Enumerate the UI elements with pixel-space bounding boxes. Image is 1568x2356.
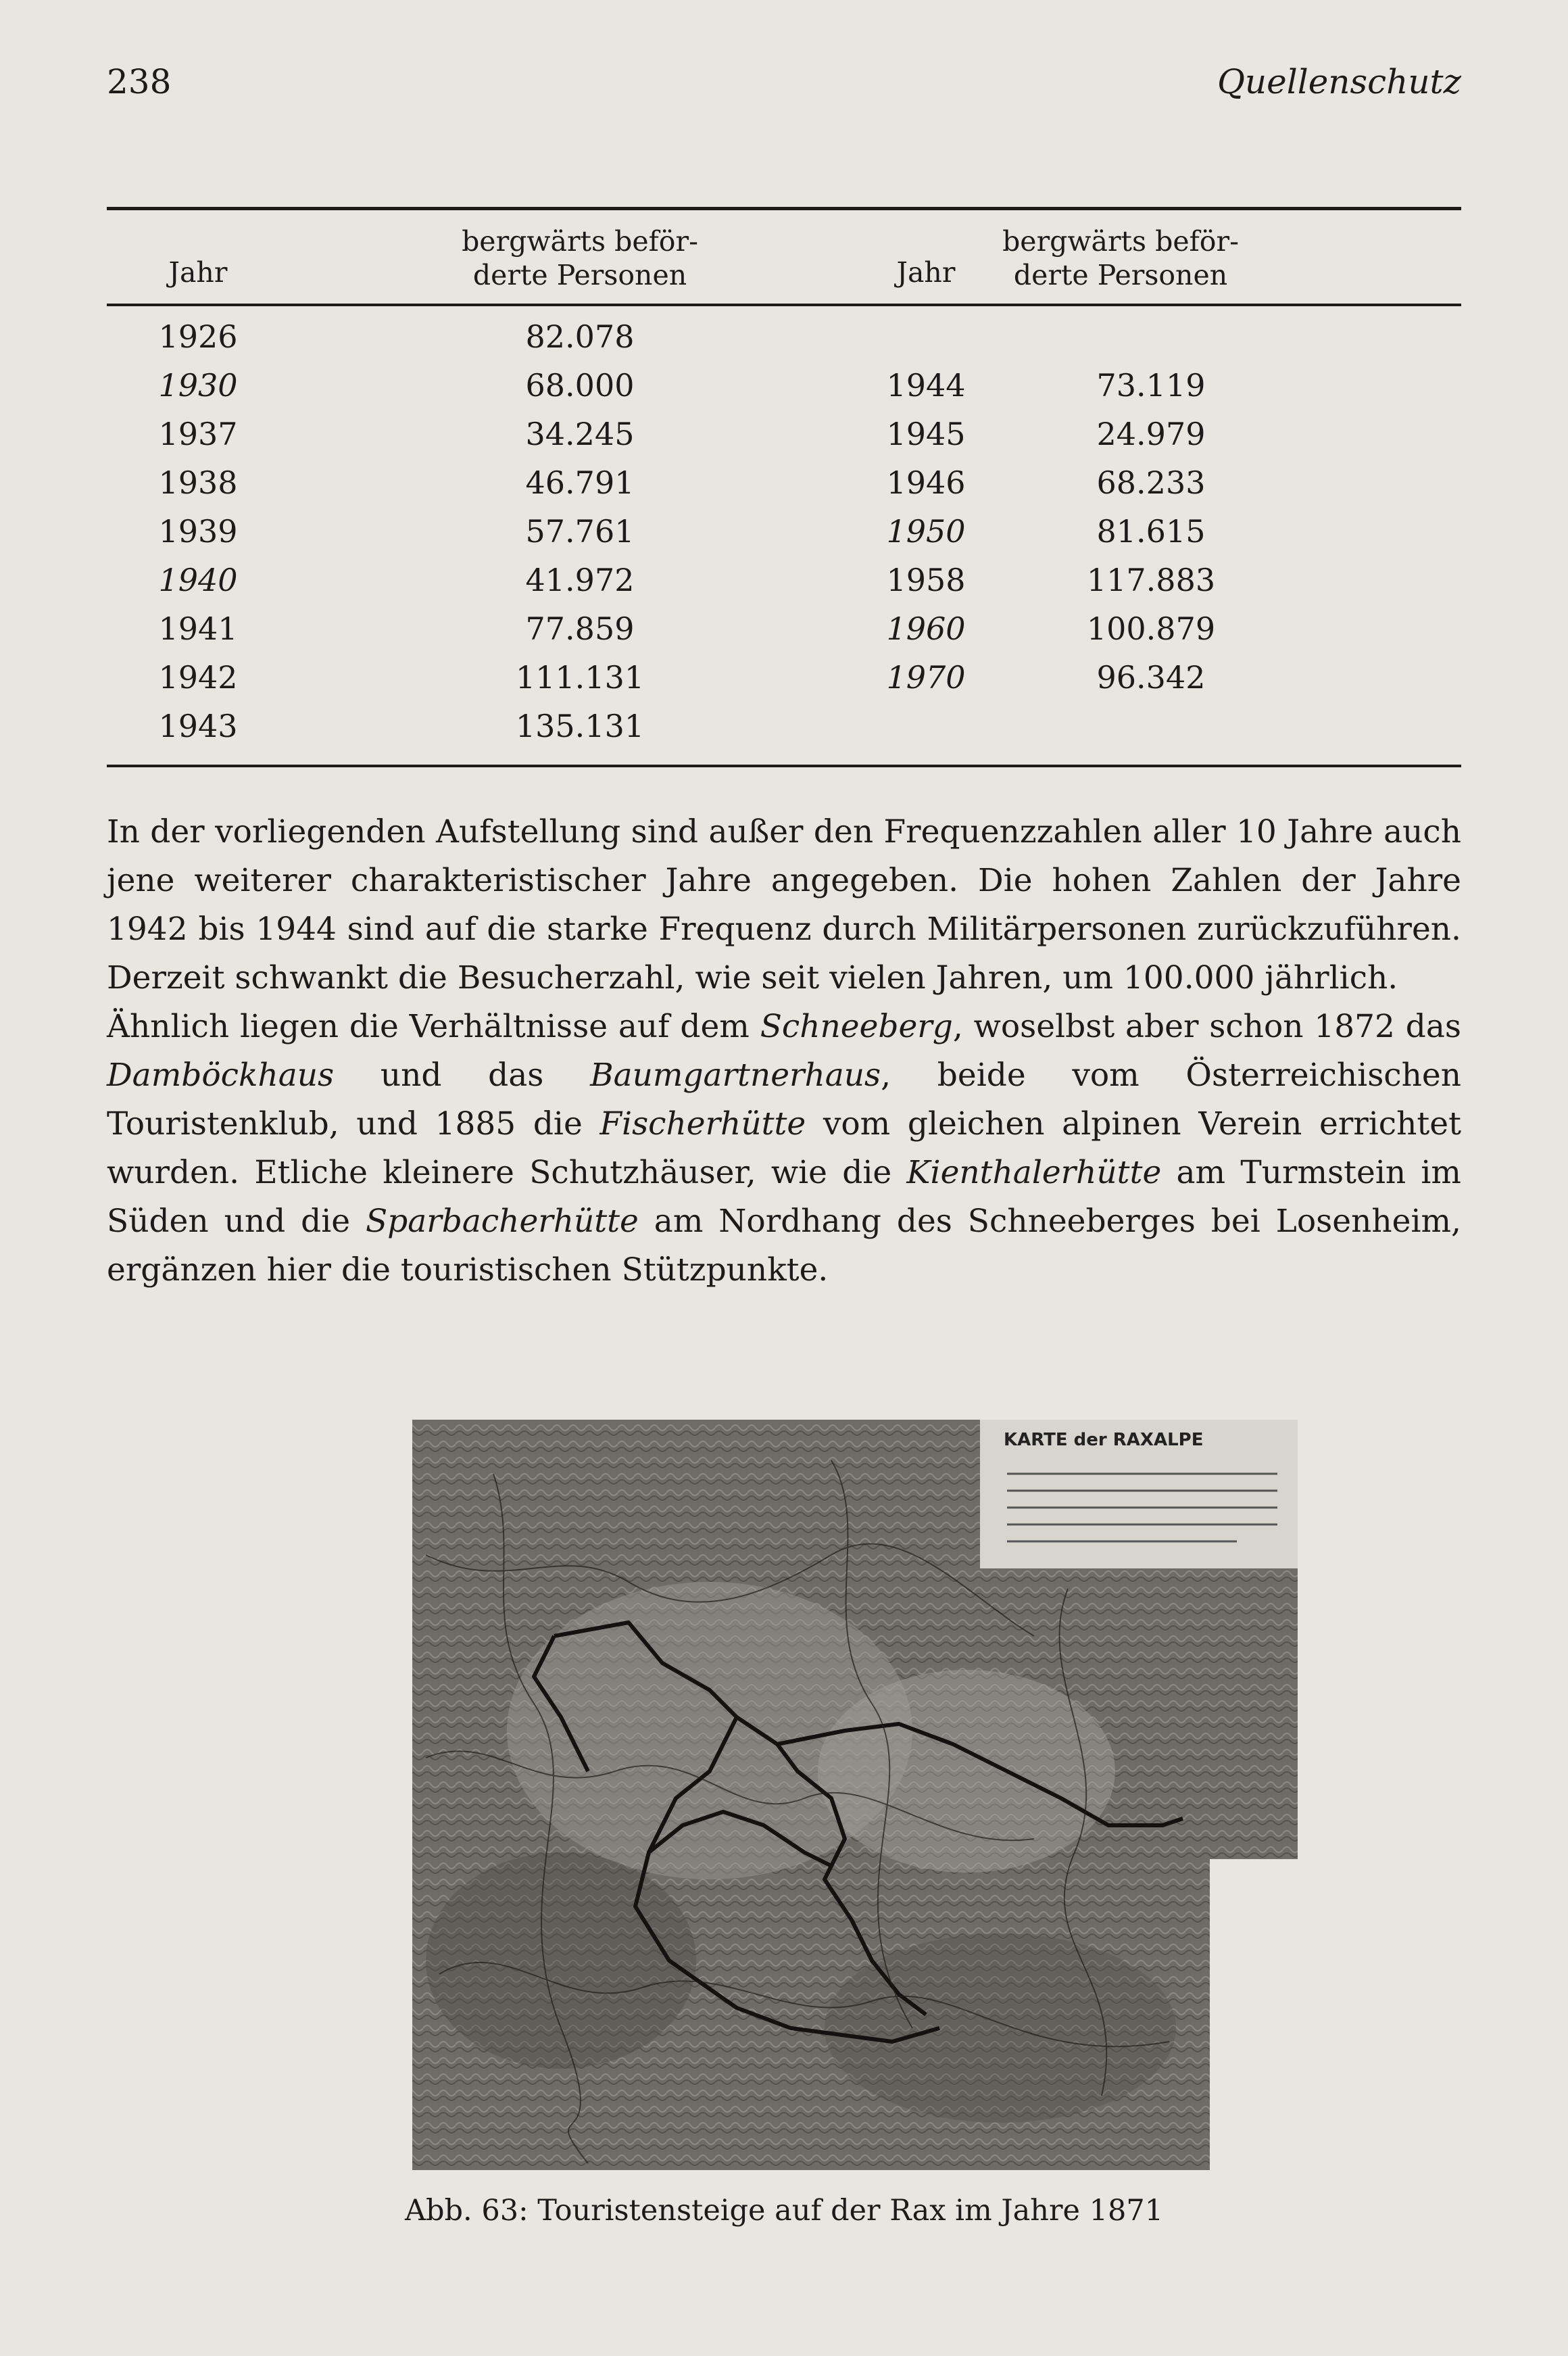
map-image <box>358 1420 1298 2170</box>
col-header-persons-right-line2: derte Personen <box>1013 259 1228 291</box>
running-title: Quellenschutz <box>1217 62 1461 101</box>
table-cell-persons: 111.131 <box>515 659 645 696</box>
table-row <box>107 610 1461 659</box>
col-header-year-left: Jahr <box>168 256 228 289</box>
col-header-persons-left-line2: derte Personen <box>472 259 687 291</box>
table-row <box>107 416 1461 464</box>
table-cell-persons: 81.615 <box>1096 513 1206 550</box>
table-cell-persons: 68.233 <box>1096 464 1206 501</box>
table-cell-year: 1940 <box>158 562 238 598</box>
table-row <box>107 562 1461 610</box>
table-header-rule <box>107 304 1461 306</box>
table-cell-persons: 96.342 <box>1096 659 1206 696</box>
table-cell-persons: 73.119 <box>1096 367 1206 404</box>
col-header-persons-right <box>979 224 1263 292</box>
table-cell-year: 1943 <box>158 708 238 744</box>
table-cell-year: 1970 <box>886 659 966 696</box>
col-header-year-right: Jahr <box>896 256 956 289</box>
table-top-rule <box>107 207 1461 210</box>
col-header-persons-left <box>438 224 722 292</box>
col-header-persons-left-line1: bergwärts beför- <box>462 225 698 258</box>
table-cell-year: 1945 <box>886 416 966 452</box>
map-title: KARTE der RAXALPE <box>1004 1430 1204 1450</box>
table-cell-persons: 34.245 <box>525 416 635 452</box>
page-number: 238 <box>107 62 172 101</box>
table-cell-persons: 24.979 <box>1096 416 1206 452</box>
figure-caption: Abb. 63: Touristensteige auf der Rax im Jahre 1871 <box>404 2194 1164 2228</box>
table-row <box>107 318 1461 367</box>
table-bottom-rule <box>107 765 1461 767</box>
table-cell-year: 1930 <box>158 367 238 404</box>
body-text <box>107 808 1461 1295</box>
table-cell-year: 1960 <box>886 610 966 647</box>
table-cell-persons: 57.761 <box>525 513 635 550</box>
table-cell-persons: 82.078 <box>525 318 635 355</box>
table-row <box>107 464 1461 513</box>
table-cell-year: 1938 <box>158 464 238 501</box>
table-cell-year: 1944 <box>886 367 966 404</box>
paragraph-1: In der vorliegenden Aufstellung sind außer den Frequenzzahlen aller 10 Jahre auch jene weiterer charakteristischer Jahre angegeben. Die hohen Zahlen der Jahre 1942 bis 1944 sind auf die starke Frequenz durch Militärpersonen zurückzuführen. Derzeit schwankt die Besucherzahl, wie seit vielen Jahren, um 100.000 jährlich. <box>107 813 1461 996</box>
table-cell-persons: 117.883 <box>1086 562 1216 598</box>
paragraph-2: Ähnlich liegen die Verhältnisse auf dem Schneeberg, woselbst aber schon 1872 das Damböckhaus und das Baumgartnerhaus, beide vom Österreichischen Touristenklub, und 1885 die Fischerhütte vom gleichen alpinen Verein errichtet wurden. Etliche kleinere Schutzhäuser, wie die Kienthalerhütte am Turmstein im Süden und die Sparbacherhütte am Nordhang des Schneeberges bei Losenheim, ergänzen hier die touristischen Stützpunkte. <box>107 1008 1462 1289</box>
table-cell-year: 1946 <box>886 464 966 501</box>
table-cell-year: 1941 <box>158 610 238 647</box>
page-header <box>107 62 1461 110</box>
table-cell-persons: 135.131 <box>515 708 645 744</box>
table-row <box>107 513 1461 562</box>
table-cell-year: 1942 <box>158 659 238 696</box>
table-row <box>107 708 1461 756</box>
map-figure <box>358 1420 1298 2170</box>
table-cell-persons: 46.791 <box>525 464 635 501</box>
table-cell-persons: 41.972 <box>525 562 635 598</box>
table-cell-year: 1937 <box>158 416 238 452</box>
table-cell-year: 1926 <box>158 318 238 355</box>
table-cell-year: 1939 <box>158 513 238 550</box>
table-cell-year: 1950 <box>886 513 966 550</box>
table-cell-year: 1958 <box>886 562 966 598</box>
table-cell-persons: 68.000 <box>525 367 635 404</box>
table-cell-persons: 77.859 <box>525 610 635 647</box>
table-row <box>107 367 1461 416</box>
table-row <box>107 659 1461 708</box>
table-cell-persons: 100.879 <box>1086 610 1216 647</box>
col-header-persons-right-line1: bergwärts beför- <box>1002 225 1239 258</box>
